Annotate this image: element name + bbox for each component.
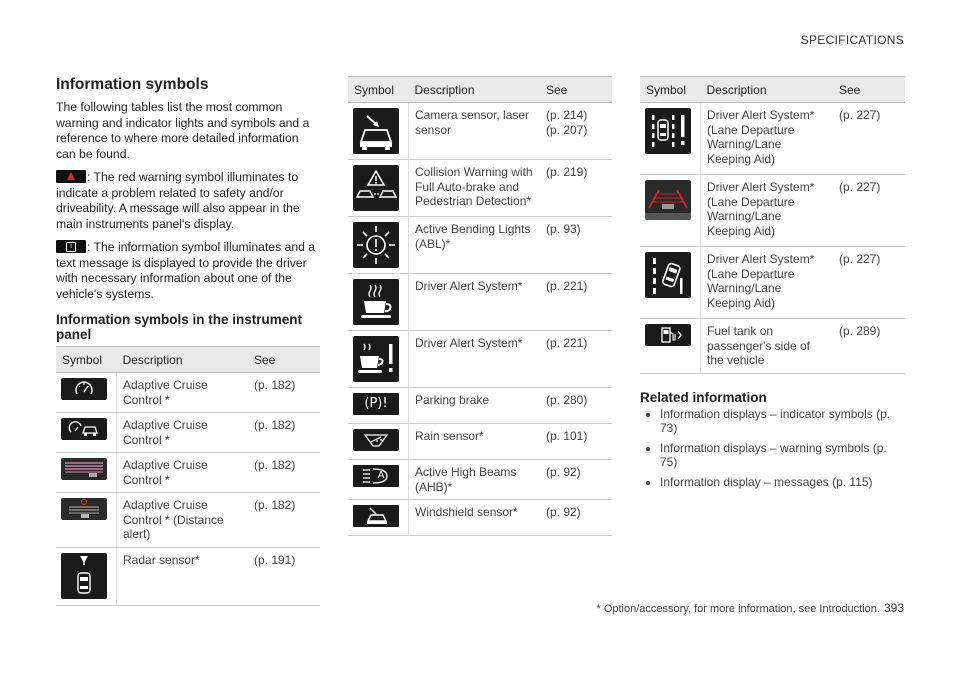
symbols-table-2 <box>348 76 612 536</box>
page-reference[interactable]: (p. 221) <box>540 331 612 388</box>
table-row <box>348 424 612 460</box>
related-heading: Related information <box>640 389 767 405</box>
page-reference[interactable]: (p. 182) <box>248 373 320 413</box>
page-reference[interactable]: (p. 280) <box>540 388 612 424</box>
header-symbol: Symbol <box>56 347 117 373</box>
acc-car-speed-icon <box>61 418 107 440</box>
table-header-row <box>640 77 905 103</box>
related-list <box>640 407 905 490</box>
table-row <box>640 103 905 175</box>
collision-warning-icon <box>353 165 399 211</box>
warning-triangle-icon <box>56 170 86 183</box>
intro-paragraph: The following tables list the most common warning and indicator lights and symbols and a reference to where more detailed information can be found. <box>56 100 310 161</box>
table-row <box>348 331 612 388</box>
high-beams-icon: A <box>353 465 399 487</box>
row-description: Driver Alert System* (Lane Departure Warning/Lane Keeping Aid) <box>701 103 834 175</box>
table-row <box>56 373 320 413</box>
table-row <box>56 453 320 493</box>
related-information <box>640 390 905 490</box>
table-header-row <box>348 77 612 103</box>
coffee-cup-icon <box>353 279 399 325</box>
table-row <box>640 319 905 374</box>
camera-laser-sensor-icon <box>353 108 399 154</box>
header-description: Description <box>701 77 834 103</box>
symbols-table-1 <box>56 346 320 606</box>
symbols-table-3 <box>640 76 905 374</box>
column-left <box>56 76 320 606</box>
page-reference[interactable]: (p. 221) <box>540 274 612 331</box>
header-symbol: Symbol <box>348 77 409 103</box>
table-header-row <box>56 347 320 373</box>
row-description: Driver Alert System* (Lane Departure Warning/Lane Keeping Aid) <box>701 247 834 319</box>
acc-distance-lines-icon <box>61 458 107 480</box>
row-description: Camera sensor, laser sensor <box>409 103 541 160</box>
column-middle <box>348 76 612 536</box>
table-row <box>348 160 612 217</box>
acc-distance-alert-icon <box>61 498 107 520</box>
section-header: SPECIFICATIONS <box>800 33 904 47</box>
page-reference[interactable]: (p. 289) <box>833 319 905 374</box>
lane-red-lines-icon <box>645 180 691 220</box>
column-right <box>640 76 905 494</box>
row-description: Active Bending Lights (ABL)* <box>409 217 541 274</box>
table-row <box>56 413 320 453</box>
row-description: Adaptive Cruise Control * <box>117 453 249 493</box>
header-description: Description <box>409 77 541 103</box>
coffee-cup-alert-icon <box>353 336 399 382</box>
row-description: Adaptive Cruise Control * (Distance alert) <box>117 493 249 548</box>
parking-brake-icon: (P)! <box>353 393 399 415</box>
page-reference[interactable]: (p. 191) <box>248 547 320 605</box>
page-reference[interactable]: (p. 182) <box>248 493 320 548</box>
table-row <box>348 460 612 500</box>
page-reference[interactable]: (p. 227) <box>833 247 905 319</box>
table-row <box>56 547 320 605</box>
table-row <box>56 493 320 548</box>
page-reference[interactable]: (p. 219) <box>540 160 612 217</box>
row-description: Rain sensor* <box>409 424 541 460</box>
related-link[interactable]: • Information displays – indicator symbols (p. 73) <box>660 407 905 436</box>
header-description: Description <box>117 347 249 373</box>
related-link[interactable]: • Information displays – warning symbols (p. 75) <box>660 441 905 470</box>
page-number: 393 <box>883 601 904 615</box>
header-see: See <box>248 347 320 373</box>
row-description: Driver Alert System* <box>409 331 541 388</box>
bending-lights-icon <box>353 222 399 268</box>
page-title: Information symbols <box>56 76 209 93</box>
page-reference[interactable]: (p. 227) <box>833 175 905 247</box>
page-reference[interactable]: (p. 92) <box>540 500 612 536</box>
page-reference[interactable]: (p. 182) <box>248 413 320 453</box>
row-description: Adaptive Cruise Control * <box>117 373 249 413</box>
radar-sensor-icon <box>61 553 107 599</box>
page-reference[interactable]: (p. 92) <box>540 460 612 500</box>
lane-departure-car-icon <box>645 252 691 298</box>
page-footer <box>596 601 904 615</box>
lane-keeping-alert-icon <box>645 108 691 154</box>
acc-speedometer-icon <box>61 378 107 400</box>
row-description: Adaptive Cruise Control * <box>117 413 249 453</box>
row-description: Parking brake <box>409 388 541 424</box>
table-row <box>640 247 905 319</box>
table-row <box>348 274 612 331</box>
row-description: Driver Alert System* <box>409 274 541 331</box>
header-see: See <box>833 77 905 103</box>
row-description: Driver Alert System* (Lane Departure Warning/Lane Keeping Aid) <box>701 175 834 247</box>
table-row <box>640 175 905 247</box>
windshield-sensor-icon <box>353 505 399 527</box>
table-row <box>348 217 612 274</box>
header-see: See <box>540 77 612 103</box>
row-description: Radar sensor* <box>117 547 249 605</box>
table-row <box>348 500 612 536</box>
footnote: * Option/accessory, for more information, see Introduction. <box>596 603 880 615</box>
page-reference[interactable]: (p. 93) <box>540 217 612 274</box>
page-reference[interactable]: (p. 182) <box>248 453 320 493</box>
row-description: Collision Warning with Full Auto-brake and Pedestrian Detection* <box>409 160 541 217</box>
table-row <box>348 388 612 424</box>
rain-sensor-icon <box>353 429 399 451</box>
info-paragraph: i : The information symbol illuminates and a text message is displayed to provide the driver with necessary information about one of the vehicle's systems. <box>56 240 316 301</box>
page-reference[interactable]: (p. 101) <box>540 424 612 460</box>
related-link[interactable]: • Information display – messages (p. 115) <box>660 475 905 490</box>
page-reference[interactable]: (p. 227) <box>833 103 905 175</box>
header-symbol: Symbol <box>640 77 701 103</box>
fuel-pump-icon <box>645 324 691 346</box>
row-description: Active High Beams (AHB)* <box>409 460 541 500</box>
information-icon: i <box>56 240 86 253</box>
table-row <box>348 103 612 160</box>
page-reference[interactable]: (p. 214) (p. 207) <box>540 103 612 160</box>
row-description: Windshield sensor* <box>409 500 541 536</box>
row-description: Fuel tank on passenger's side of the vehicle <box>701 319 834 374</box>
panel-heading: Information symbols in the instrument panel <box>56 312 303 342</box>
warning-paragraph: : The red warning symbol illuminates to indicate a problem related to safety and/or driveability. A message will also appear in the main instruments panel's display. <box>56 170 300 231</box>
